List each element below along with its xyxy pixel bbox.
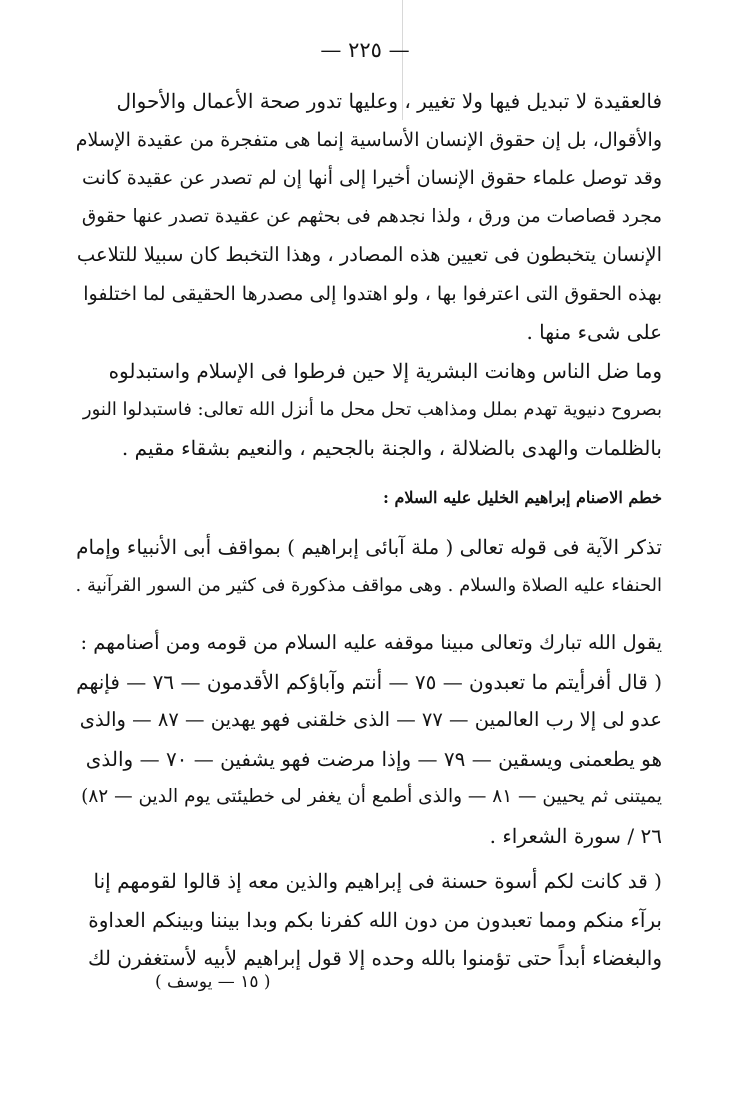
text-line: والبغضاء أبداً حتى تؤمنوا بالله وحده إلا قول إبراهيم لأبيه لأستغفرن لك bbox=[87, 946, 662, 970]
text-line: بصروح دنيوية تهدم بملل ومذاهب تحل محل ما أنزل الله تعالى: فاستبدلوا النور bbox=[82, 398, 662, 420]
text-line: والأقوال، بل إن حقوق الإنسان الأساسية إنما هى متفجرة من عقيدة الإسلام bbox=[75, 128, 662, 151]
footer-signature: ( ١٥ — يوسف ) bbox=[155, 972, 271, 992]
text-line: يقول الله تبارك وتعالى مبينا موقفه عليه السلام من قومه ومن أصنامهم : bbox=[80, 631, 662, 654]
text-line: ( قد كانت لكم أسوة حسنة فى إبراهيم والذين معه إذ قالوا لقومهم إنا bbox=[93, 869, 662, 893]
text-line: ( قال أفرأيتم ما تعبدون — ٧٥ — أنتم وآباؤكم الأقدمون — ٧٦ — فإنهم bbox=[76, 669, 662, 694]
text-line: وقد توصل علماء حقوق الإنسان أخيرا إلى أنها إن لم تصدر عن عقيدة كانت bbox=[81, 167, 662, 189]
paragraph-4 bbox=[70, 624, 662, 855]
paragraph-2 bbox=[70, 352, 662, 468]
text-line: فالعقيدة لا تبديل فيها ولا تغيير ، وعليها تدور صحة الأعمال والأحوال bbox=[116, 89, 662, 113]
text-line: بالظلمات والهدى بالضلالة ، والجنة بالجحيم ، والنعيم بشقاء مقيم . bbox=[121, 436, 662, 460]
paragraph-3 bbox=[70, 528, 662, 605]
text-line: تذكر الآية فى قوله تعالى ( ملة آبائى إبراهيم ) بمواقف أبى الأنبياء وإمام bbox=[76, 535, 662, 559]
text-line: برآء منكم ومما تعبدون من دون الله كفرنا بكم وبدا بيننا وبينكم العداوة bbox=[88, 907, 662, 932]
text-line: ٢٦ / سورة الشعراء . bbox=[489, 823, 662, 848]
text-line: هو يطعمنى ويسقين — ٧٩ — وإذا مرضت فهو يشفين — ٧٠ — والذى bbox=[85, 746, 662, 771]
page-number: — ٢٢٥ — bbox=[320, 38, 410, 62]
paragraph-1 bbox=[70, 82, 662, 352]
text-line: يميتنى ثم يحيين — ٨١ — والذى أطمع أن يغفر لى خطيئتى يوم الدين — ٨٢) bbox=[81, 786, 662, 807]
text-line: الحنفاء عليه الصلاة والسلام . وهى مواقف مذكورة فى كثير من السور القرآنية . bbox=[75, 574, 662, 596]
text-line: على شىء منها . bbox=[526, 320, 662, 344]
section-heading: خطم الاصنام إبراهيم الخليل عليه السلام : bbox=[382, 488, 662, 507]
text-line: الإنسان يتخبطون فى تعيين هذه المصادر ، وهذا التخبط كان سبيلا للتلاعب bbox=[76, 243, 662, 266]
text-line: وما ضل الناس وهانت البشرية إلا حين فرطوا فى الإسلام واستبدلوه bbox=[108, 359, 662, 383]
text-line: عدو لى إلا رب العالمين — ٧٧ — الذى خلقنى فهو يهدين — ٨٧ — والذى bbox=[79, 708, 662, 731]
paragraph-5 bbox=[70, 862, 662, 978]
text-line: بهذه الحقوق التى اعترفوا بها ، ولو اهتدوا إلى مصدرها الحقيقى لما اختلفوا bbox=[83, 282, 662, 305]
text-line: مجرد قصاصات من ورق ، ولذا نجدهم فى بحثهم عن عقيدة تصدر عنها حقوق bbox=[81, 205, 662, 227]
